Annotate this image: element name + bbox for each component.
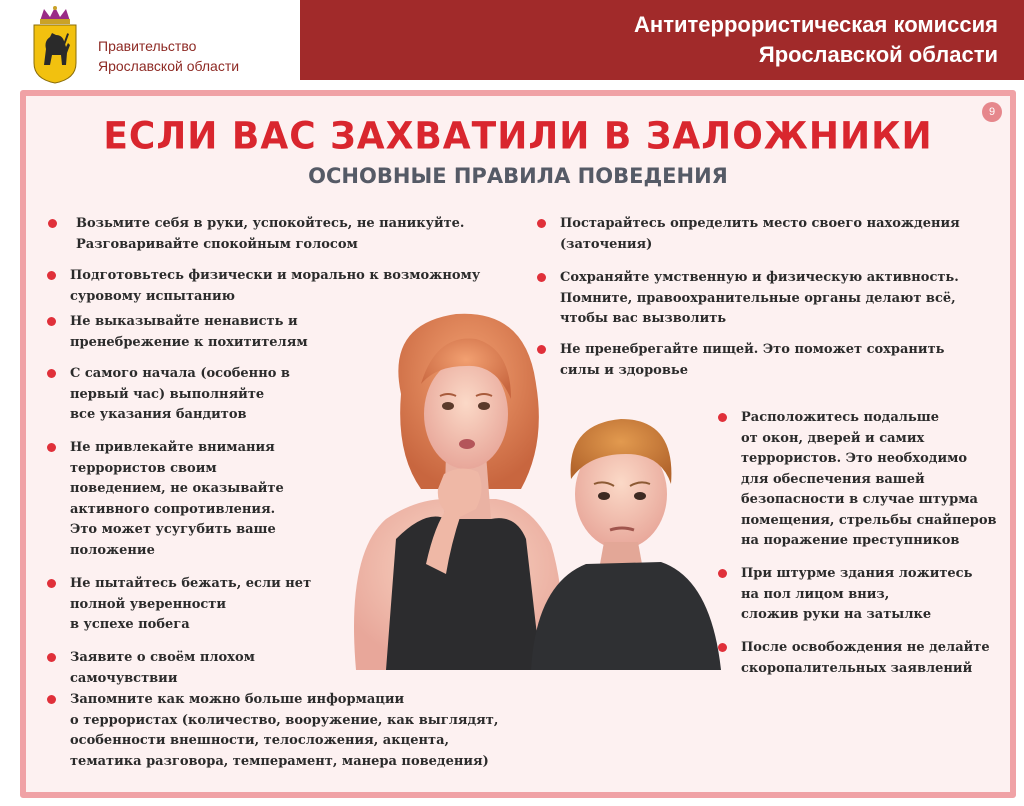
rule-left-5: Не привлекайте внимания террористов своим поведением, не оказывайте активного сопротивления. Это может усугубить ваше положение — [70, 438, 284, 561]
page-number: 9 — [982, 102, 1002, 122]
bullet-icon — [718, 569, 727, 578]
poster — [20, 90, 1016, 798]
rule-right-6: После освобождения не делайте скоропалительных заявлений — [741, 638, 990, 679]
bullet-icon — [47, 317, 56, 326]
bullet-icon — [537, 219, 546, 228]
rule-left-4: С самого начала (особенно в первый час) выполняйте все указания бандитов — [70, 364, 290, 426]
poster-subtitle: ОСНОВНЫЕ ПРАВИЛА ПОВЕДЕНИЯ — [308, 164, 728, 188]
bullet-icon — [47, 271, 56, 280]
government-name: Правительство Ярославской области — [98, 38, 240, 74]
bullet-icon — [48, 219, 57, 228]
poster-title: ЕСЛИ ВАС ЗАХВАТИЛИ В ЗАЛОЖНИКИ — [103, 114, 933, 159]
rule-right-3: Не пренебрегайте пищей. Это поможет сохранить силы и здоровье — [560, 340, 944, 381]
rule-right-2: Сохраняйте умственную и физическую активность. Помните, правоохранительные органы делают всё, чтобы вас вызволить — [560, 268, 959, 330]
rule-right-1: Постарайтесь определить место своего нахождения (заточения) — [560, 214, 960, 255]
rule-right-4: Расположитесь подальше от окон, дверей и самих террористов. Это необходимо для обеспечения вашей безопасности в случае штурма помещения, стрельбы снайперов на поражение преступников — [741, 408, 997, 552]
bullet-icon — [537, 273, 546, 282]
coat-of-arms-icon — [30, 5, 80, 85]
bullet-icon — [47, 579, 56, 588]
commission-name: Антитеррористическая комиссия Ярославской области — [634, 12, 998, 67]
bullet-icon — [718, 413, 727, 422]
rule-left-1: Возьмите себя в руки, успокойтесь, не паникуйте. Разговаривайте спокойным голосом — [76, 214, 464, 255]
rule-right-5: При штурме здания ложитесь на пол лицом вниз, сложив руки на затылке — [741, 564, 972, 626]
rule-left-3: Не выказывайте ненависть и пренебрежение к похитителям — [70, 312, 308, 353]
header-band — [300, 0, 1024, 80]
rule-left-2: Подготовьтесь физически и морально к возможному суровому испытанию — [70, 266, 480, 307]
bullet-icon — [47, 653, 56, 662]
rule-left-6: Не пытайтесь бежать, если нет полной уверенности в успехе побега — [70, 574, 311, 636]
rule-left-7: Заявите о своём плохом самочувствии — [70, 648, 255, 689]
rule-left-8: Запомните как можно больше информации о террористах (количество, вооружение, как выглядят, особенности внешности, телосложения, акцента, тематика разговора, темперамент, манера поведения) — [70, 690, 498, 772]
bullet-icon — [47, 695, 56, 704]
bullet-icon — [718, 643, 727, 652]
header-left — [0, 0, 300, 80]
bullet-icon — [537, 345, 546, 354]
bullet-icon — [47, 443, 56, 452]
bullet-icon — [47, 369, 56, 378]
